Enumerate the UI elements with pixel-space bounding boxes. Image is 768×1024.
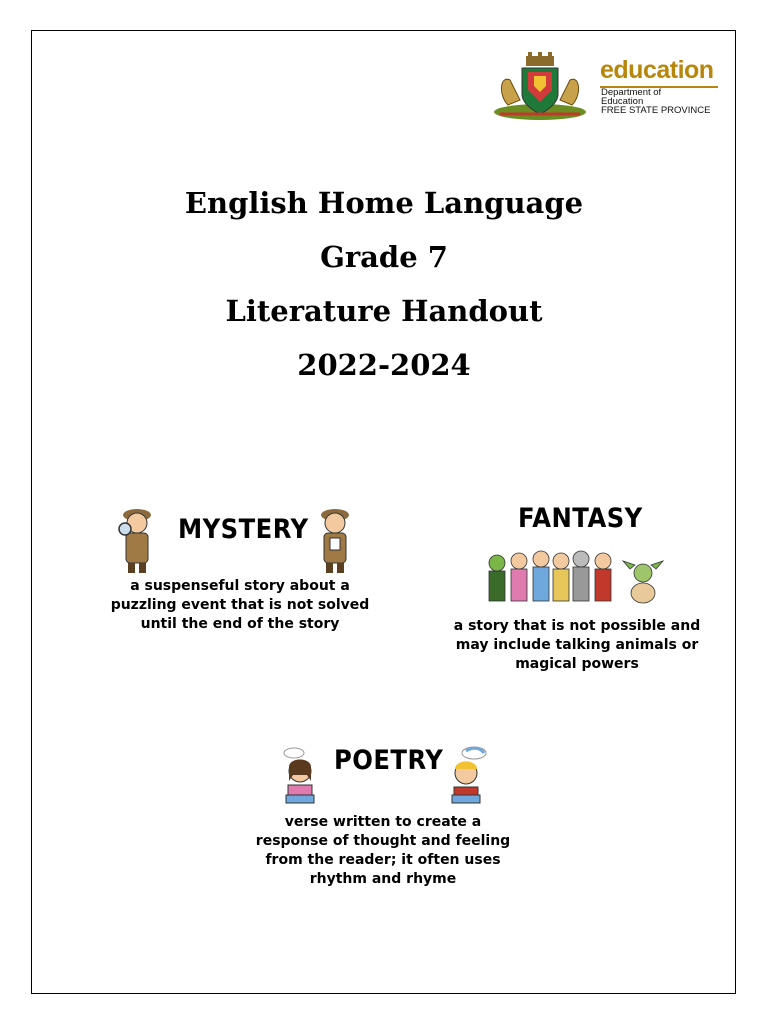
girl-reading-icon [274,745,324,809]
description-line: puzzling event that is not solved [110,597,370,613]
dept-line-2: Education [601,96,644,107]
department-logo [490,50,730,125]
genre-description-poetry [243,813,523,889]
description-line: a suspenseful story about a [130,578,350,594]
genre-description-mystery [100,577,380,634]
genre-description-fantasy [437,617,717,674]
title-grade: Grade 7 [320,240,448,274]
genre-heading-fantasy: FANTASY [518,503,643,534]
title-years: 2022-2024 [297,348,471,382]
detective-magnifier-icon [117,505,159,577]
description-line: rhythm and rhyme [309,871,457,887]
description-line: may include talking animals or [455,637,699,653]
dept-line-3: FREE STATE PROVINCE [601,105,711,116]
description-line: response of thought and feeling [255,833,511,849]
fantasy-characters-icon [485,545,673,613]
title-subject: English Home Language [184,186,584,220]
dept-line-1: Department of [601,87,662,98]
description-line: until the end of the story [140,616,340,632]
detective-note-icon [315,505,355,577]
boy-reading-icon [444,745,496,809]
coat-of-arms-icon [490,50,590,122]
genre-heading-poetry: POETRY [334,745,444,776]
description-line: magical powers [515,656,639,672]
brand-name: education [600,56,714,84]
title-document-type: Literature Handout [225,294,543,328]
description-line: a story that is not possible and [453,618,701,634]
genre-heading-mystery: MYSTERY [178,514,309,545]
description-line: verse written to create a [284,814,482,830]
description-line: from the reader; it often uses [265,852,501,868]
